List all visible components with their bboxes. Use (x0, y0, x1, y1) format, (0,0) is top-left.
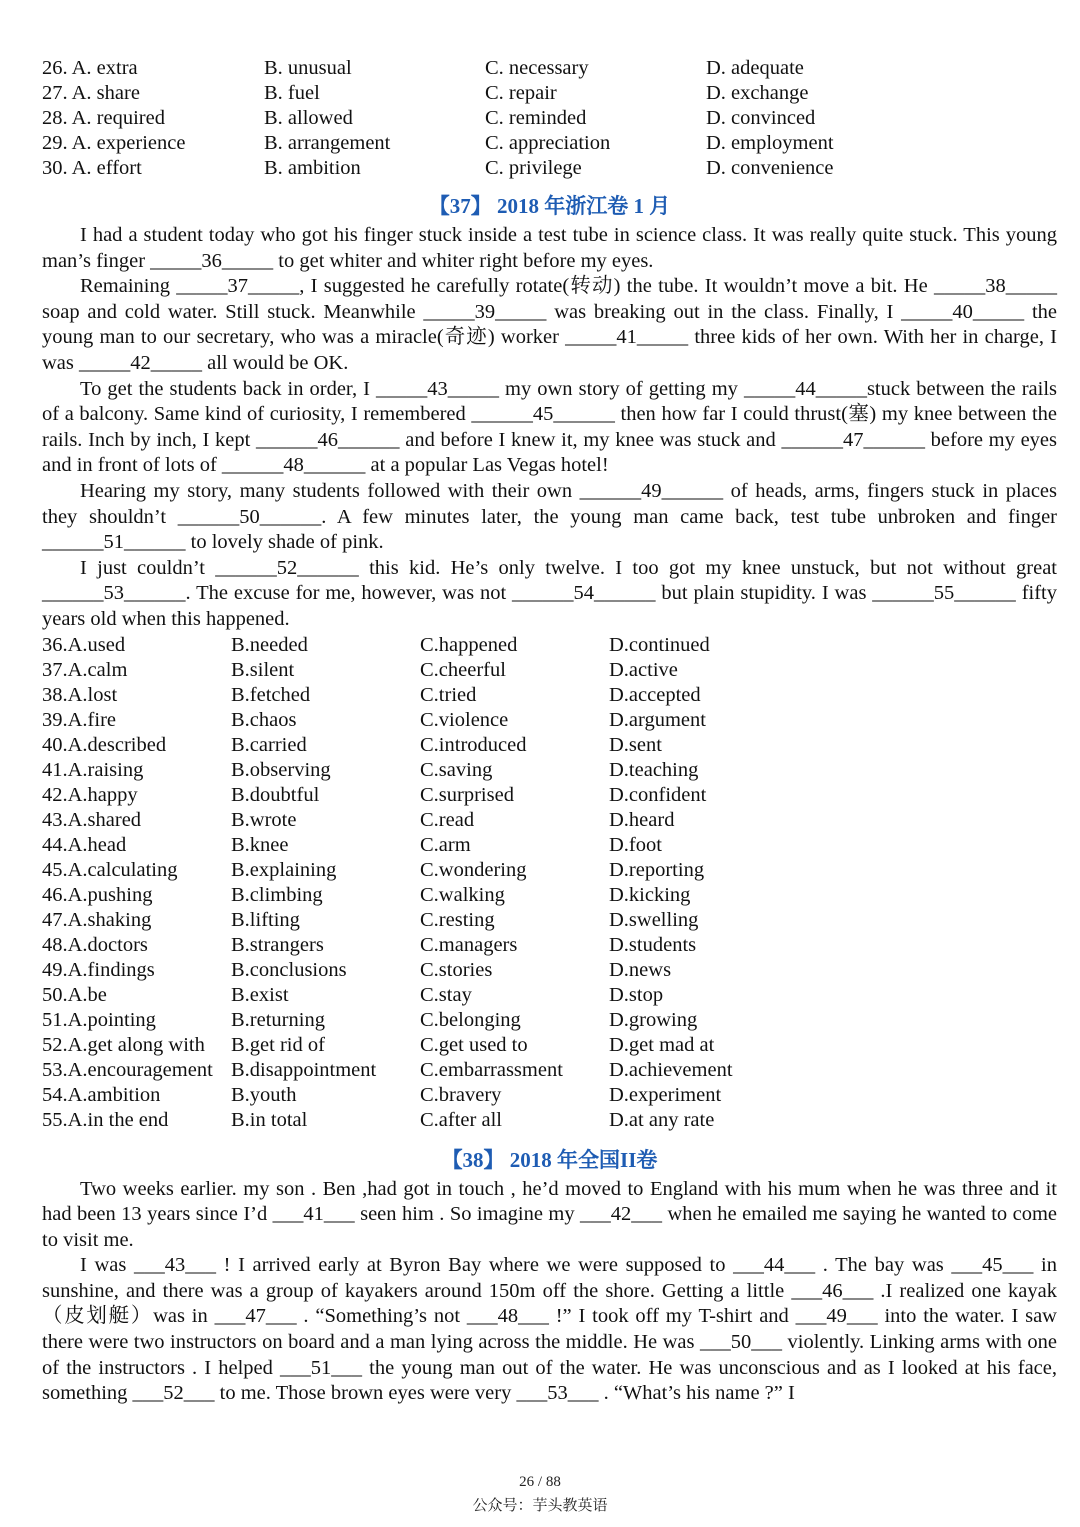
option-cell: 50.A.be (42, 983, 107, 1006)
option-cell: 27. A. share (42, 82, 140, 104)
option-cell: C.managers (420, 933, 518, 956)
option-cell: B. allowed (264, 107, 353, 129)
option-cell: B.in total (231, 1108, 308, 1131)
option-cell: D.sent (609, 733, 662, 756)
option-row (42, 783, 733, 808)
option-cell: 36.A.used (42, 633, 126, 656)
paragraph: Hearing my story, many students followed with their own ______49______ of heads, arms, fingers stuck in places they shouldn’t ______50______. A few minutes later, the young man came back, test tube unbroken and finger ______51______ to lovely shade of pink. (42, 479, 1057, 554)
option-row (42, 1008, 733, 1033)
option-cell: C.wondering (420, 858, 527, 881)
option-row (42, 808, 733, 833)
options-table-36-55 (42, 633, 733, 1133)
option-cell: 52.A.get along with (42, 1033, 205, 1056)
option-cell: D. convenience (706, 157, 834, 179)
option-cell: 26. A. extra (42, 57, 138, 79)
option-cell: C.after all (420, 1108, 502, 1131)
option-cell: B.exist (231, 983, 289, 1006)
option-cell: C.bravery (420, 1083, 502, 1106)
option-row (42, 733, 733, 758)
option-cell: D.achievement (609, 1058, 733, 1081)
option-cell: D.accepted (609, 683, 701, 706)
option-row (42, 633, 733, 658)
option-row (42, 106, 834, 131)
option-cell: D.at any rate (609, 1108, 715, 1131)
option-cell: C. necessary (485, 57, 589, 79)
paragraph: Remaining _____37_____, I suggested he carefully rotate(转动) the tube. It wouldn’t move a bit. He _____38_____ soap and cold water. Still stuck. Meanwhile _____39_____ was breaking out in the class. Finally, I _____40_____ the young man to our secretary, who was a miracle(奇迹) worker _____41_____ three kids of her own. With her in charge, I was _____42_____ all would be OK. (42, 275, 1057, 374)
option-cell: 49.A.findings (42, 958, 155, 981)
option-cell: B.doubtful (231, 783, 320, 806)
option-cell: B. arrangement (264, 132, 391, 154)
option-cell: B.get rid of (231, 1033, 325, 1056)
paragraph: I was ___43___ ! I arrived early at Byron Bay where we were supposed to ___44___ . The bay was ___45___ in sunshine, and there was a group of kayakers around 150m off the shore. Getting a little ___46___ .I realized one kayak（皮划艇）was in ___47___ . “Something’s not ___48___ !” I took off my T-shirt and ___49___ into the water. I saw there were two instructors on board and a man lying across the middle. He was ___50___ violently. Linking arms with one of the instructors . I helped ___51___ the young man out of the water. He was unconscious and as I looked at his face, something ___52___ to me. Those brown eyes were very ___53___ . “What’s his name ?” I (42, 1254, 1057, 1405)
option-row (42, 983, 733, 1008)
option-cell: D.kicking (609, 883, 691, 906)
option-cell: C.cheerful (420, 658, 506, 681)
section-heading-38: 【38】 2018 年全国II卷 (441, 1147, 658, 1172)
section-heading-37: 【37】 2018 年浙江卷 1 月 (428, 194, 671, 218)
option-row (42, 858, 733, 883)
option-cell: B.fetched (231, 683, 311, 706)
option-cell: D.experiment (609, 1083, 722, 1106)
option-cell: B.climbing (231, 883, 323, 906)
paragraph: I just couldn’t ______52______ this kid. He’s only twelve. I too got my knee unstuck, but not without great ______53______. The excuse for me, however, was not ______54______ but plain stupidity. I was ______55______ fifty years old when this happened. (42, 556, 1057, 630)
option-cell: C. appreciation (485, 132, 611, 154)
option-cell: B. unusual (264, 57, 352, 79)
option-cell: C.read (420, 808, 475, 831)
option-cell: D.students (609, 933, 697, 956)
option-cell: B.youth (231, 1083, 297, 1106)
option-cell: D.foot (609, 833, 662, 856)
option-cell: B.explaining (231, 858, 337, 881)
option-cell: B.observing (231, 758, 331, 781)
option-cell: D. adequate (706, 57, 804, 79)
option-cell: B.carried (231, 733, 307, 756)
option-cell: C.introduced (420, 733, 527, 756)
option-cell: 40.A.described (42, 733, 167, 756)
option-cell: C.stay (420, 983, 472, 1006)
option-cell: D.continued (609, 633, 710, 656)
option-row (42, 933, 733, 958)
page-number: 26 / 88 (519, 1474, 561, 1490)
option-cell: D.reporting (609, 858, 705, 881)
passage-38 (42, 1177, 1057, 1407)
option-cell: C.arm (420, 833, 471, 856)
option-cell: 41.A.raising (42, 758, 144, 781)
option-cell: C.happened (420, 633, 518, 656)
option-cell: D.news (609, 958, 672, 981)
option-cell: C.tried (420, 683, 477, 706)
option-cell: C.violence (420, 708, 509, 731)
option-cell: 46.A.pushing (42, 883, 153, 906)
option-cell: 43.A.shared (42, 808, 142, 831)
option-cell: B. fuel (264, 82, 320, 104)
option-cell: 37.A.calm (42, 658, 128, 681)
options-table-26-30 (42, 56, 834, 181)
option-cell: 39.A.fire (42, 708, 117, 731)
option-cell: D.argument (609, 708, 706, 731)
option-cell: C.surprised (420, 783, 514, 806)
option-cell: C.stories (420, 958, 493, 981)
option-row (42, 708, 733, 733)
option-cell: C.saving (420, 758, 493, 781)
option-row (42, 1108, 733, 1133)
option-cell: D.swelling (609, 908, 699, 931)
option-cell: B.conclusions (231, 958, 347, 981)
option-cell: D. exchange (706, 82, 809, 104)
option-row (42, 1083, 733, 1108)
option-row (42, 1033, 733, 1058)
option-cell: C. repair (485, 82, 557, 104)
option-row (42, 958, 733, 983)
option-cell: 44.A.head (42, 833, 127, 856)
option-cell: D.get mad at (609, 1033, 715, 1056)
option-row (42, 833, 733, 858)
option-cell: D. employment (706, 132, 834, 154)
option-cell: C. reminded (485, 107, 587, 129)
paragraph: I had a student today who got his finger stuck inside a test tube in science class. It was really quite stuck. This young man’s finger _____36_____ to get whiter and whiter right before my eyes. (42, 224, 1057, 272)
option-cell: D.confident (609, 783, 707, 806)
option-cell: B.lifting (231, 908, 300, 931)
option-cell: B.disappointment (231, 1058, 377, 1081)
option-cell: B.strangers (231, 933, 324, 956)
option-row (42, 56, 834, 81)
option-row (42, 1058, 733, 1083)
option-cell: 48.A.doctors (42, 933, 148, 956)
option-cell: B. ambition (264, 157, 361, 179)
option-cell: 51.A.pointing (42, 1008, 156, 1031)
option-cell: D.stop (609, 983, 664, 1006)
paragraph: Two weeks earlier. my son . Ben ,had got in touch , he’d moved to England with his mum when he was three and it had been 13 years since I’d ___41___ seen him . So imagine my ___42___ when he emailed me saying he wanted to come to visit me. (42, 1177, 1057, 1251)
wechat-account: 公众号：芋头教英语 (472, 1496, 608, 1514)
option-cell: 47.A.shaking (42, 908, 152, 931)
option-cell: 29. A. experience (42, 132, 186, 154)
option-cell: B.knee (231, 833, 289, 856)
option-cell: D.growing (609, 1008, 698, 1031)
option-cell: B.silent (231, 658, 295, 681)
option-cell: C.belonging (420, 1008, 521, 1031)
option-cell: 38.A.lost (42, 683, 118, 706)
option-cell: 53.A.encouragement (42, 1058, 213, 1081)
passage-37 (42, 223, 1057, 633)
option-cell: 54.A.ambition (42, 1083, 161, 1106)
option-cell: D. convinced (706, 107, 816, 129)
option-cell: B.chaos (231, 708, 297, 731)
option-row (42, 81, 834, 106)
option-cell: C.walking (420, 883, 505, 906)
option-cell: C.embarrassment (420, 1058, 563, 1081)
option-cell: B.returning (231, 1008, 325, 1031)
option-row (42, 908, 733, 933)
option-row (42, 683, 733, 708)
option-cell: 30. A. effort (42, 157, 142, 179)
option-cell: 42.A.happy (42, 783, 138, 806)
option-cell: B.wrote (231, 808, 297, 831)
option-cell: D.teaching (609, 758, 699, 781)
option-cell: B.needed (231, 633, 308, 656)
option-row (42, 658, 733, 683)
document-page (42, 56, 1057, 1407)
option-row (42, 883, 733, 908)
option-cell: D.active (609, 658, 678, 681)
option-cell: C. privilege (485, 157, 582, 179)
option-cell: D.heard (609, 808, 675, 831)
option-row (42, 156, 834, 181)
option-row (42, 131, 834, 156)
option-cell: C.resting (420, 908, 495, 931)
option-cell: 45.A.calculating (42, 858, 178, 881)
paragraph: To get the students back in order, I _____43_____ my own story of getting my _____44_____stuck between the rails of a balcony. Same kind of curiosity, I remembered ______45______ then how far I could thrust(塞) my knee between the rails. Inch by inch, I kept ______46______ and before I knew it, my knee was stuck and ______47______ before my eyes and in front of lots of ______48______ at a popular Las Vegas hotel! (42, 377, 1057, 477)
option-cell: 55.A.in the end (42, 1108, 169, 1131)
option-cell: C.get used to (420, 1033, 528, 1056)
option-cell: 28. A. required (42, 107, 165, 129)
option-row (42, 758, 733, 783)
